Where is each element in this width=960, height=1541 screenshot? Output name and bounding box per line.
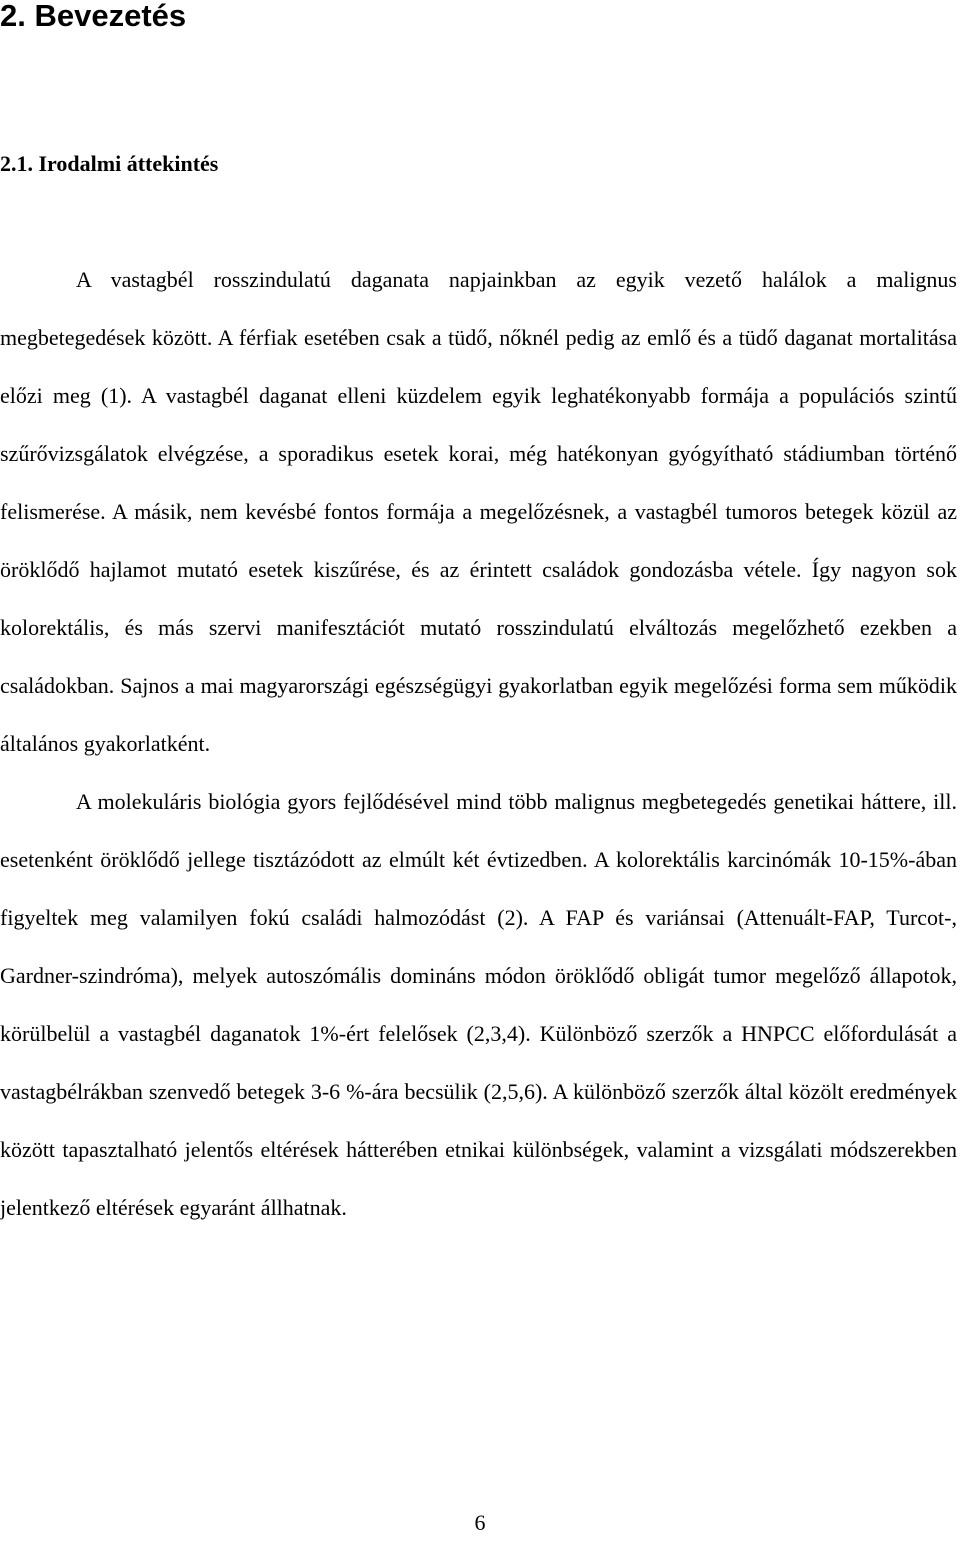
paragraph: A vastagbél rosszindulatú daganata napjainkban az egyik vezető halálok a malignus megbetegedések között. A férfiak esetében csak a tüdő, nőknél pedig az emlő és a tüdő daganat mortalitása előzi meg (1). A vastagbél daganat elleni küzdelem egyik leghatékonyabb formája a populációs szintű szűrővizsgálatok elvégzése, a sporadikus esetek korai, még hatékonyan gyógyítható stádiumban történő felismerése. A másik, nem kevésbé fontos formája a megelőzésnek, a vastagbél tumoros betegek közül az öröklődő hajlamot mutató esetek kiszűrése, és az érintett családok gondozásba vétele. Így nagyon sok kolorektális, és más szervi manifesztációt mutató rosszindulatú elváltozás megelőzhető ezekben a családokban. Sajnos a mai magyarországi egészségügyi gyakorlatban egyik megelőzési forma sem működik általános gyakorlatként.: [0, 267, 957, 756]
section-title: 2.1. Irodalmi áttekintés: [0, 151, 219, 176]
page-number: 6: [474, 1510, 486, 1535]
chapter-title: 2. Bevezetés: [0, 0, 187, 33]
paragraph: A molekuláris biológia gyors fejlődésével mind több malignus megbetegedés genetikai háttere, ill. esetenként öröklődő jellege tisztázódott az elmúlt két évtizedben. A kolorektális karcinómák 10-15%-ában figyeltek meg valamilyen fokú családi halmozódást (2). A FAP és variánsai (Attenuált-FAP, Turcot-, Gardner-szindróma), melyek autoszómális domináns módon öröklődő obligát tumor megelőző állapotok, körülbelül a vastagbél daganatok 1%-ért felelősek (2,3,4). Különböző szerzők a HNPCC előfordulását a vastagbélrákban szenvedő betegek 3-6 %-ára becsülik (2,5,6). A különböző szerzők által közölt eredmények között tapasztalható jelentős eltérések hátterében etnikai különbségek, valamint a vizsgálati módszerekben jelentkező eltérések egyaránt állhatnak.: [0, 789, 957, 1220]
body-text: [0, 251, 957, 1237]
